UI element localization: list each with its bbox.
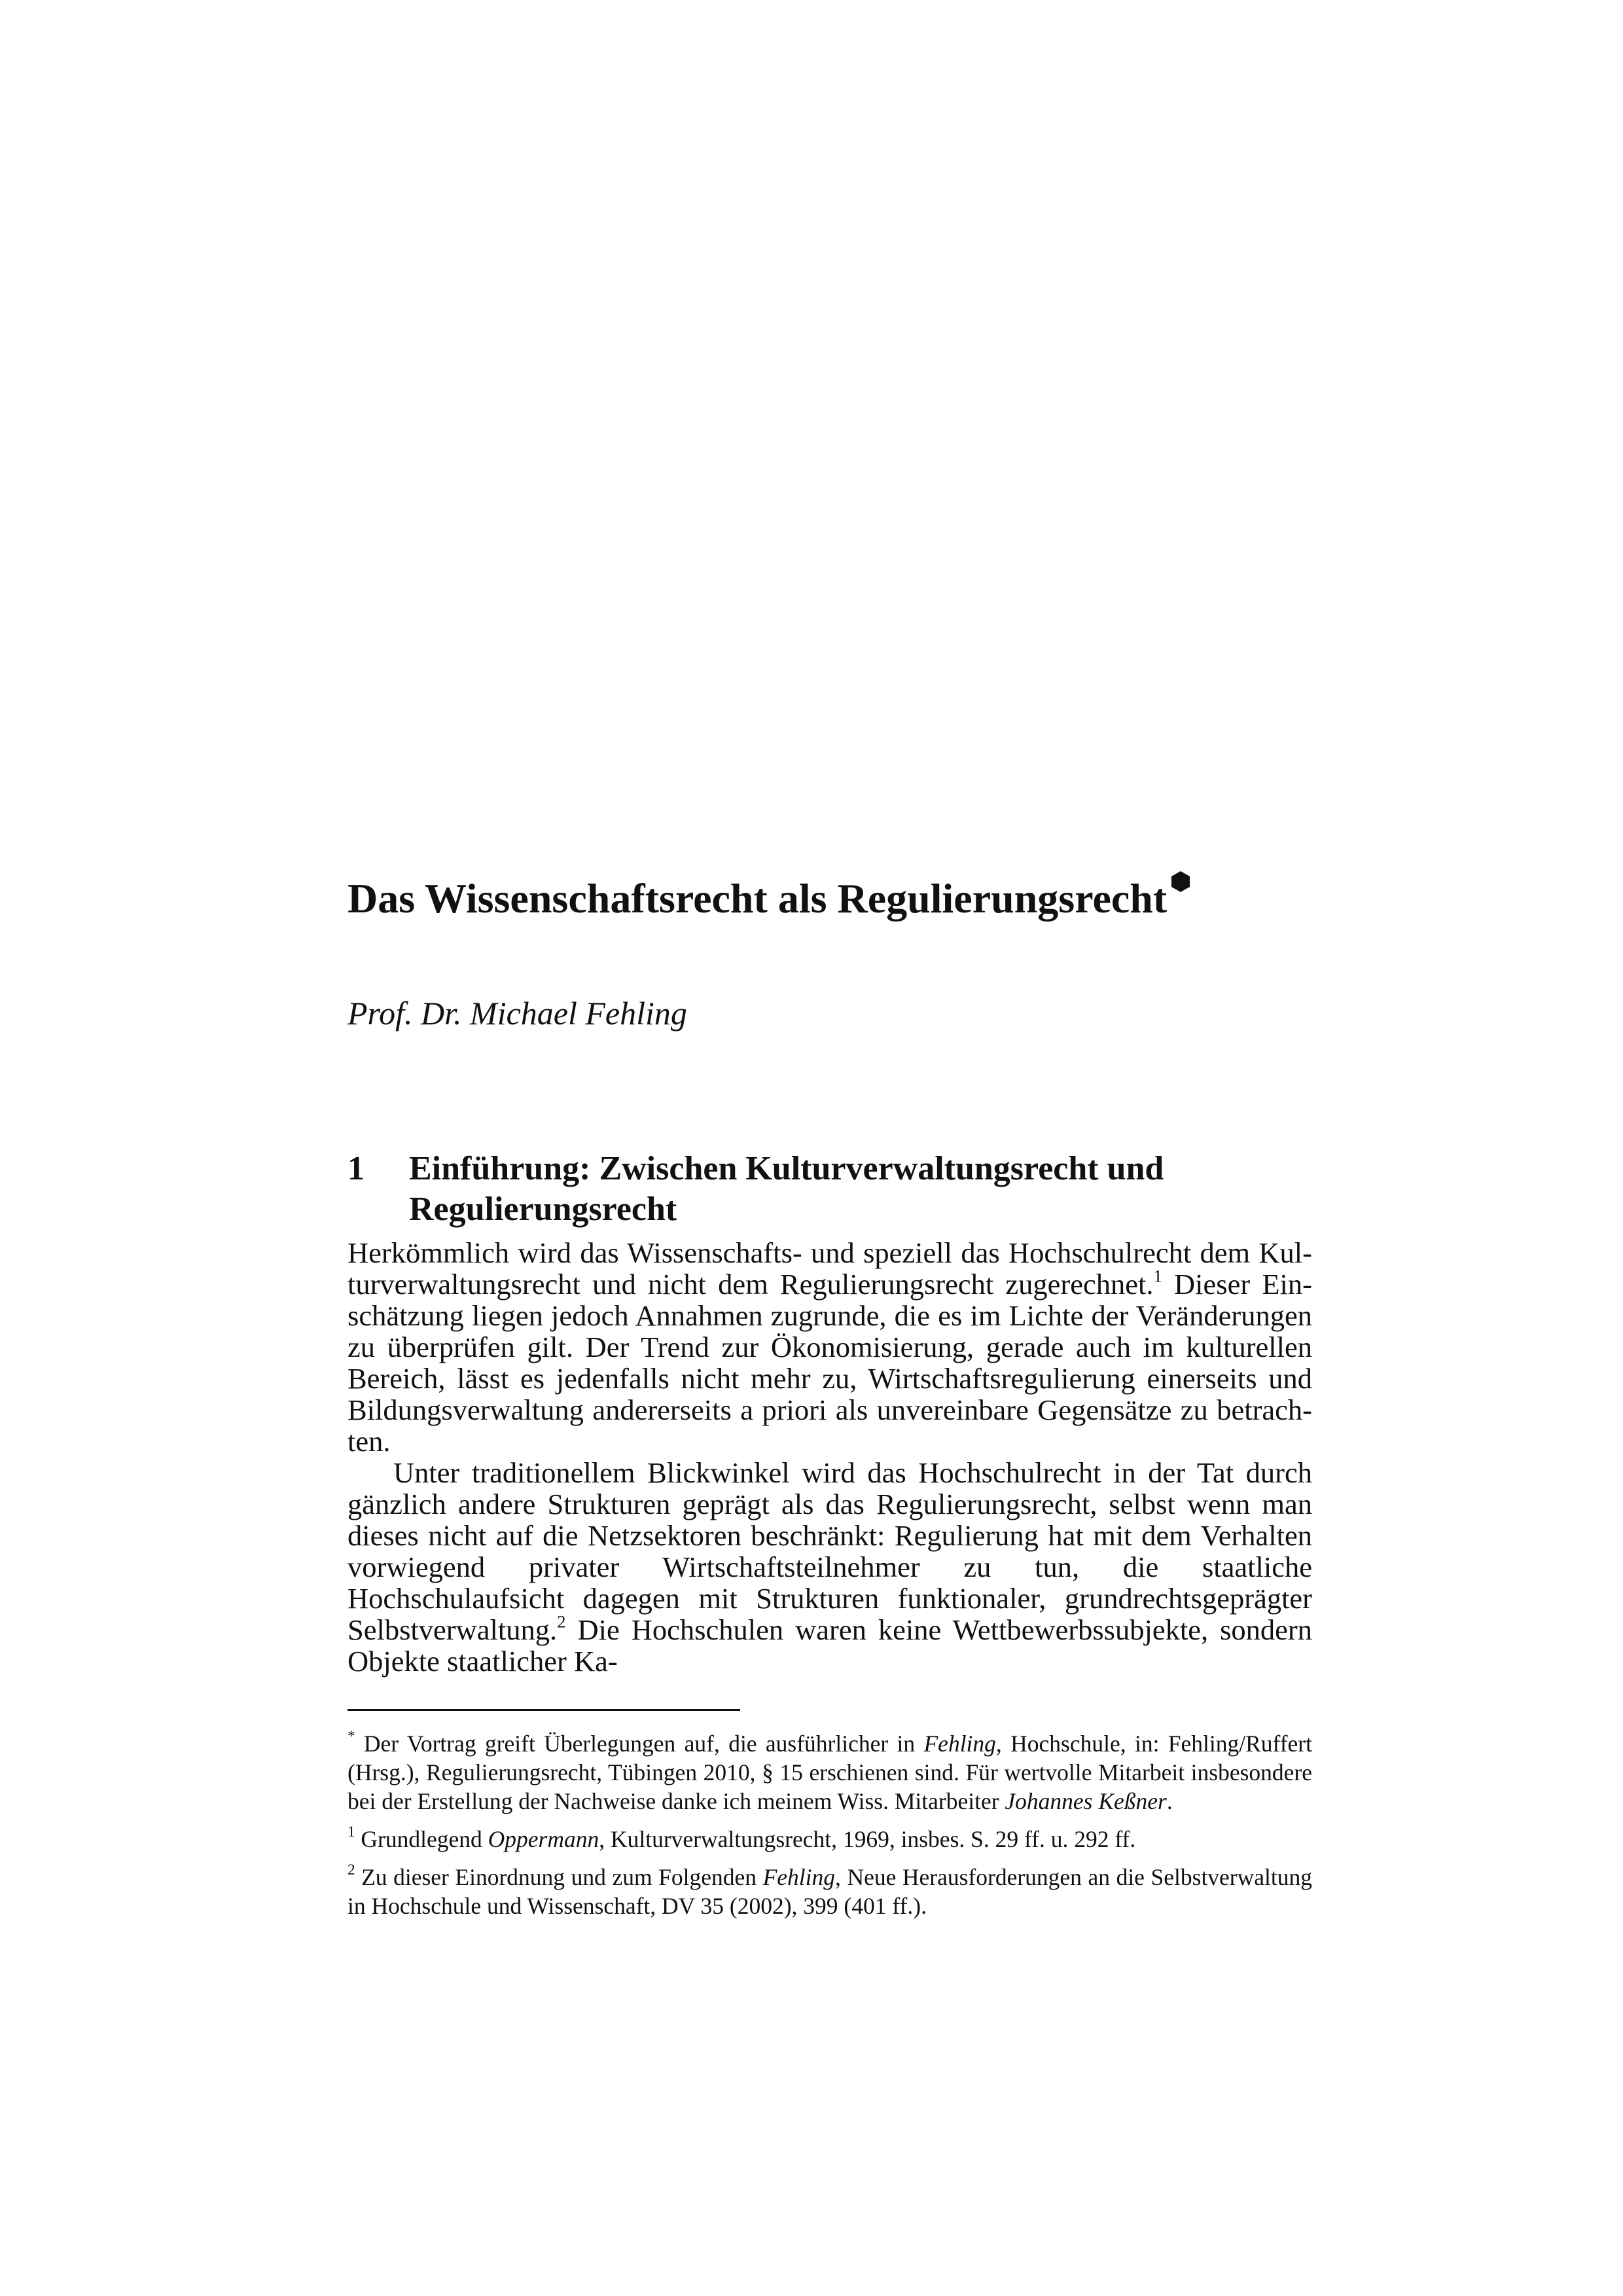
paragraph-text: Die Hochschulen waren keine Wettbewerbssubjekte, sondern Objekte staatlicher Ka- (348, 1613, 1312, 1677)
footnote-author: Fehling (762, 1864, 835, 1890)
author-line: Prof. Dr. Michael Fehling (348, 995, 687, 1031)
hexagon-footnote-icon (1169, 870, 1192, 893)
footnote-mark: 2 (348, 1860, 355, 1878)
footnote-ref[interactable]: 2 (557, 1611, 566, 1632)
footnote-text: Grundlegend (355, 1826, 488, 1852)
paper-title (348, 870, 1312, 925)
footnote-text: Der Vortrag greift Überlegungen auf, die ausführlicher in (355, 1731, 924, 1757)
footnotes (348, 1729, 1312, 1929)
footnote-text: , Neue Herausforderungen an die Selbstverwaltung in Hochschule und Wissenschaft, DV 35 (2002), 399 (401 ff.). (348, 1864, 1313, 1919)
paragraph-text: Unter traditionellem Blickwinkel wird das Hochschulrecht in der Tat durch gänzlich andere Strukturen geprägt als das Regulierungsrecht, selbst wenn man dieses nicht auf die Netzsektoren beschränkt: Regulierung hat mit dem Verhalten vorwiegend privater Wirtschaftsteilnehmer zu tun, die staatliche Hochschulaufsicht dagegen mit Strukturen funktionaler, grundrechtsgeprägter Selbstverwaltung. (348, 1456, 1312, 1646)
section-title: Einführung: Zwischen Kulturverwaltungsrecht und Regulierungsrecht (409, 1150, 1164, 1228)
footnote-mark: 1 (348, 1822, 355, 1840)
footnote-text: , Hochschule, in: Fehling/Ruffert (Hrsg.), Regulierungsrecht, Tübingen 2010, § 15 erschienen sind. Für wertvolle Mitarbeit insbesondere bei der Erstellung der Nachweise danke ich meinem Wiss. Mitarbeiter (348, 1731, 1312, 1814)
footnote (348, 1729, 1312, 1816)
footnote-ref[interactable]: 1 (1153, 1266, 1162, 1286)
body-text (348, 1237, 1312, 1677)
footnote-separator (348, 1709, 740, 1711)
footnote-text: , Kulturverwaltungsrecht, 1969, insbes. S. 29 ff. u. 292 ff. (599, 1826, 1136, 1852)
paper-title-text: Das Wissenschaftsrecht als Regulierungsrecht (348, 875, 1168, 922)
section-number: 1 (348, 1150, 365, 1187)
paragraph-text: Dieser Einschätzung liegen jedoch Annahmen zugrunde, die es im Lichte der Veränderungen zu überprüfen gilt. Der Trend zur Ökonomisierung, gerade auch im kulturellen Bereich, lässt es jedenfalls nicht mehr zu, Wirtschaftsregulierung einerseits und Bildungsverwaltung andererseits a priori als unvereinbare Gegensätze zu betrachten. (348, 1268, 1312, 1458)
footnote-author: Johannes Keßner (1005, 1788, 1167, 1814)
footnote-author: Oppermann (488, 1826, 599, 1852)
section-heading (348, 1149, 1312, 1230)
paragraph (348, 1237, 1312, 1457)
footnote-author: Fehling (923, 1731, 996, 1757)
paragraph (348, 1457, 1312, 1677)
paragraph-text: Herkömmlich wird das Wissenschafts- und speziell das Hochschulrecht dem Kulturverwaltungsrecht und nicht dem Regulierungsrecht zugerechnet. (348, 1236, 1312, 1300)
footnote-mark: * (348, 1727, 355, 1744)
footnote (348, 1860, 1313, 1920)
footnote-text: Zu dieser Einordnung und zum Folgenden (355, 1864, 763, 1890)
footnote (348, 1822, 1312, 1854)
footnote-text: . (1166, 1788, 1173, 1814)
